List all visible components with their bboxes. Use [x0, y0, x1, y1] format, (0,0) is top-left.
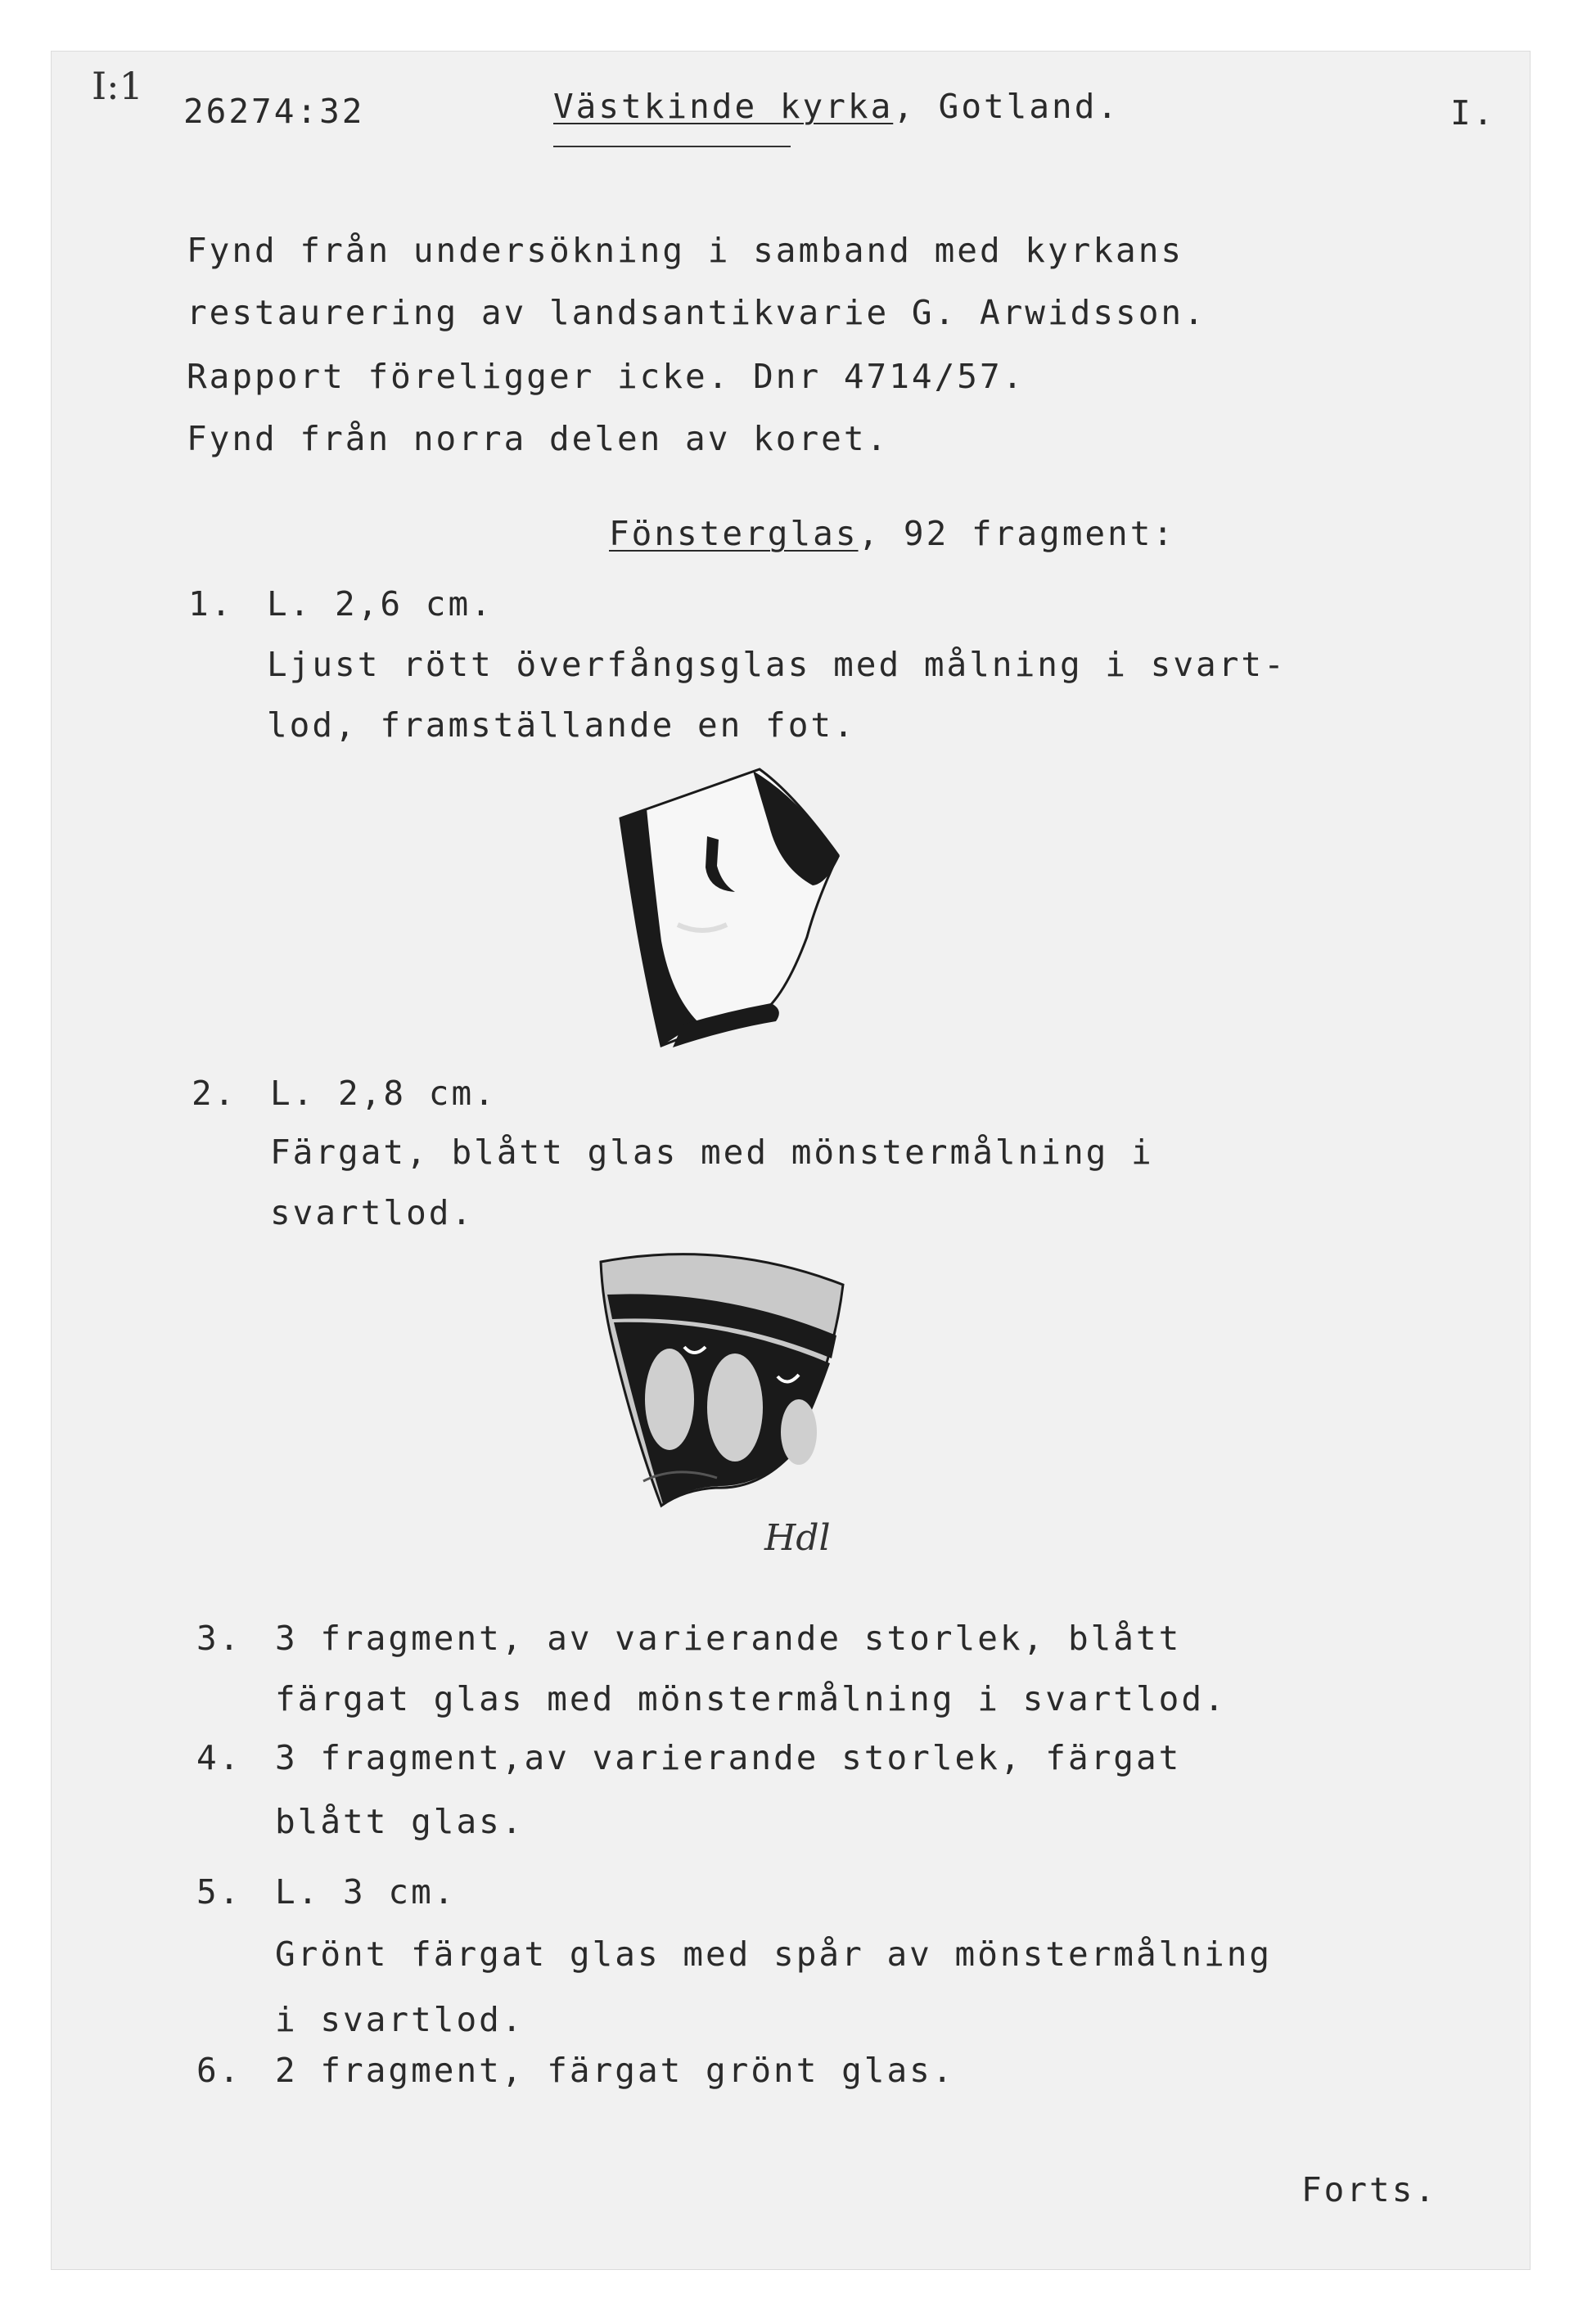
- signature: Hdl: [764, 1517, 831, 1559]
- item-line: svartlod.: [270, 1193, 475, 1232]
- intro-line: restaurering av landsantikvarie G. Arwidsson.: [187, 293, 1206, 332]
- item-line: L. 3 cm.: [275, 1872, 457, 1912]
- site-name: Västkinde kyrka: [553, 87, 894, 126]
- intro-line: Fynd från undersökning i samband med kyrkans: [187, 231, 1184, 270]
- item-number: 4.: [196, 1738, 242, 1777]
- item-line: 2 fragment, färgat grönt glas.: [275, 2051, 955, 2090]
- item-line: lod, framställande en fot.: [267, 705, 856, 745]
- continued-label: Forts.: [1301, 2170, 1438, 2209]
- catalog-number: 26274:32: [183, 92, 365, 131]
- section-heading: [609, 514, 1176, 553]
- item-number: 3.: [196, 1619, 242, 1658]
- handwritten-note: I:1: [92, 64, 143, 108]
- item-number: 2.: [192, 1074, 237, 1113]
- item-line: Grönt färgat glas med spår av mönstermålning: [275, 1934, 1273, 1974]
- item-line: Ljust rött överfångsglas med målning i svart-: [267, 645, 1287, 684]
- item-line: färgat glas med mönstermålning i svartlod.: [275, 1679, 1227, 1718]
- section-count: , 92 fragment:: [858, 514, 1176, 553]
- intro-line: Rapport föreligger icke. Dnr 4714/57.: [187, 357, 1026, 396]
- sheet-number: I.: [1450, 93, 1496, 133]
- item-line: Färgat, blått glas med mönstermålning i: [270, 1133, 1154, 1172]
- item-number: 1.: [188, 584, 234, 624]
- item-line: 3 fragment, av varierande storlek, blått: [275, 1619, 1182, 1658]
- item-number: 5.: [196, 1872, 242, 1912]
- item-line: L. 2,8 cm.: [270, 1074, 497, 1113]
- title-underline: [553, 146, 791, 147]
- site-region: , Gotland.: [893, 87, 1120, 126]
- item-line: i svartlod.: [275, 2000, 525, 2039]
- intro-line: Fynd från norra delen av koret.: [187, 419, 890, 458]
- section-title: Fönsterglas: [609, 514, 859, 553]
- fragment-1-drawing: [612, 761, 850, 1056]
- fragment-2-drawing: [594, 1244, 864, 1522]
- site-title: [553, 87, 1120, 126]
- item-line: L. 2,6 cm.: [267, 584, 494, 624]
- item-number: 6.: [196, 2051, 242, 2090]
- item-line: 3 fragment,av varierande storlek, färgat: [275, 1738, 1182, 1777]
- item-line: blått glas.: [275, 1802, 525, 1841]
